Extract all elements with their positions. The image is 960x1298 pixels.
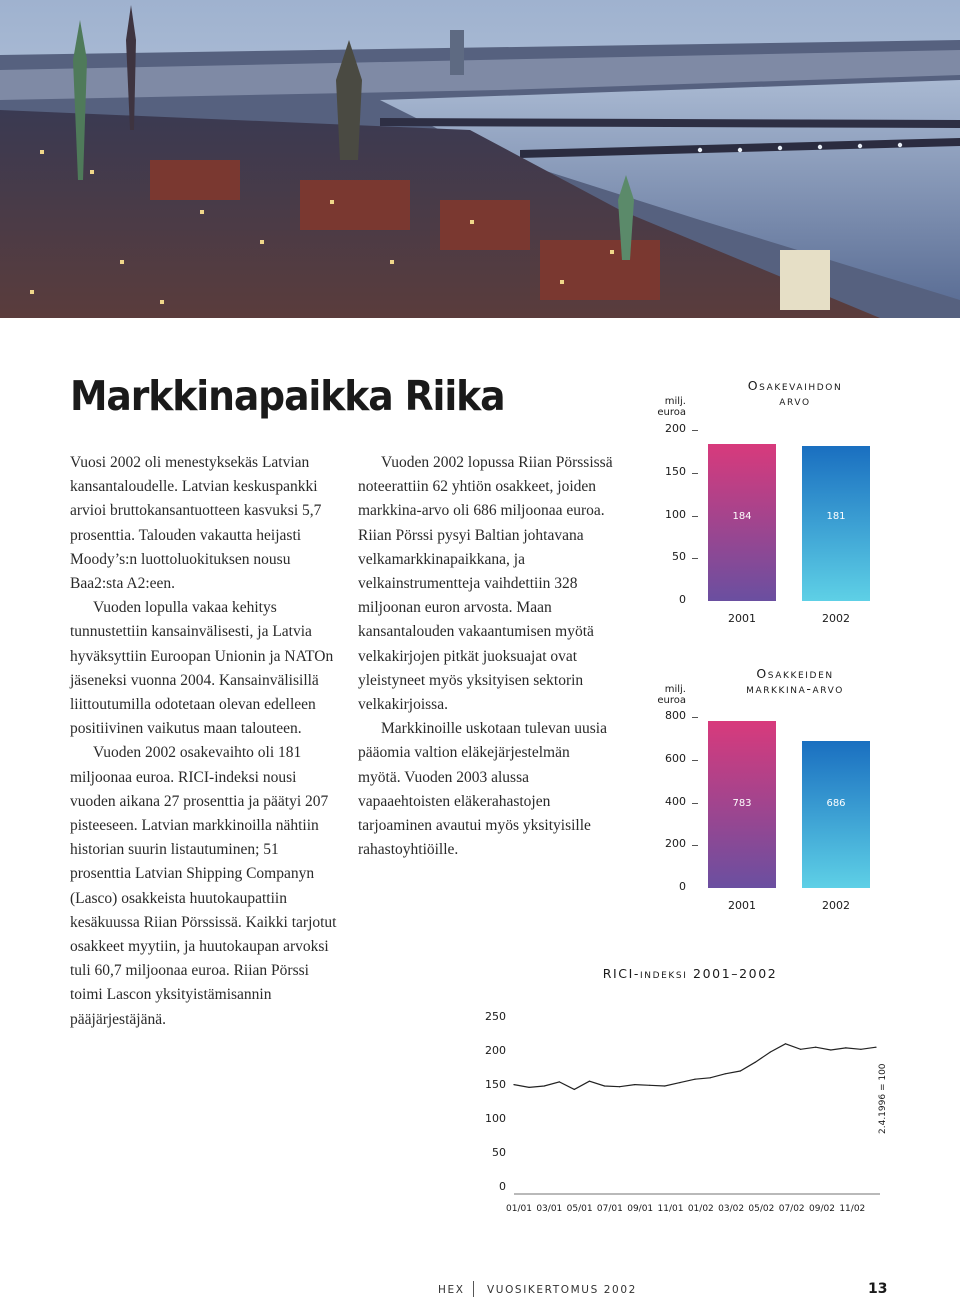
page-number: 13 xyxy=(868,1281,888,1297)
chart2-unit: milj. euroa xyxy=(657,684,686,706)
x-tick-label: 11/01 xyxy=(657,1204,684,1214)
paragraph: Vuoden 2002 lopussa Riian Pörssissä noteerattiin 62 yhtiön osakkeet, joiden markkina-arvo oli 686 miljoonaa euroa. Riian Pörssi pysyi Baltian johtavana velkamarkkinapaikkana, ja velkainstrumentteja vaihdettiin 328 miljoonan euron arvosta. Maan kansantalouden vakaantumisen myötä velkakirjojen pitkät juoksuajat ovat yleistyneet myös yksityisen sektorin velkakirjoissa. xyxy=(358,454,613,714)
rici-point xyxy=(619,1086,620,1087)
y-tick-label: 200 xyxy=(665,837,686,851)
bar-value-label: 184 xyxy=(732,511,752,522)
rici-point xyxy=(679,1082,680,1083)
y-axis-note: 2.4.1996 = 100 xyxy=(878,1063,888,1134)
rici-point xyxy=(634,1084,635,1085)
rici-point xyxy=(785,1043,786,1044)
x-tick-label: 03/02 xyxy=(718,1204,745,1214)
y-tick-label: 200 xyxy=(485,1044,506,1057)
y-tick-label: 150 xyxy=(485,1078,506,1091)
y-tick-label: 250 xyxy=(485,1010,506,1023)
bar-value-label: 686 xyxy=(826,798,846,809)
rici-point xyxy=(800,1049,801,1050)
y-tick-label: 0 xyxy=(499,1180,506,1193)
rici-point xyxy=(770,1051,771,1052)
paragraph: Vuoden lopulla vakaa kehitys tunnustettiin kansainvälisesti, ja Latvia hyväksyttiin Euroopan Unionin ja NATOn jäseneksi vuonna 2004. Kansainvälisillä liittoutumilla odotetaan olevan edelleen positiivinen vaikutus maan talouteen. xyxy=(70,599,334,738)
rici-point xyxy=(725,1073,726,1074)
rici-point xyxy=(649,1085,650,1086)
chart3-title: RICI-indeksi 2001–2002 xyxy=(602,966,778,981)
footer-divider xyxy=(473,1281,474,1297)
x-tick-label: 03/01 xyxy=(536,1204,563,1214)
chart1-title: Osakevaihdon arvo xyxy=(747,378,843,408)
bar-value-label: 181 xyxy=(826,511,846,522)
rici-point xyxy=(860,1049,861,1050)
footer-left: HEX xyxy=(438,1284,465,1296)
rici-line xyxy=(514,1044,876,1090)
rici-point xyxy=(845,1047,846,1048)
x-category-label: 2001 xyxy=(728,612,756,625)
chart1-unit: milj. euroa xyxy=(657,396,686,418)
x-tick-label: 07/02 xyxy=(778,1204,805,1214)
x-tick-label: 01/02 xyxy=(687,1204,714,1214)
paragraph: Markkinoille uskotaan tulevan uusia pääomia valtion eläkejärjestelmän myötä. Vuoden 2003 alussa vapaaehtoisten eläkerahastojen tarjoaminen avautui myös yksityisille rahastoyhtiöille. xyxy=(358,720,607,859)
y-tick-label: 400 xyxy=(665,794,686,808)
paragraph: Vuosi 2002 oli menestyksekäs Latvian kansantaloudelle. Latvian keskuspankki arvioi bruttokansantuotteen kasvuksi 5,7 prosenttia. Talouden vakautta heijasti Moody’s:n luottoluokituksen nousu Baa2:sta A2:een. xyxy=(70,454,322,593)
rici-point xyxy=(559,1081,560,1082)
rici-point xyxy=(694,1079,695,1080)
rici-point xyxy=(740,1070,741,1071)
y-tick-label: 150 xyxy=(665,464,686,478)
page-title: Markkinapaikka Riika xyxy=(70,372,505,420)
y-tick-label: 50 xyxy=(672,550,686,564)
bar-value-label: 783 xyxy=(732,798,752,809)
x-tick-label: 11/02 xyxy=(839,1204,866,1214)
x-category-label: 2002 xyxy=(822,899,850,912)
x-tick-label: 05/02 xyxy=(748,1204,775,1214)
rici-point xyxy=(710,1077,711,1078)
y-tick-label: 600 xyxy=(665,751,686,765)
rici-point xyxy=(544,1085,545,1086)
rici-point xyxy=(529,1087,530,1088)
rici-point xyxy=(875,1047,876,1048)
rici-point xyxy=(815,1047,816,1048)
x-tick-label: 09/01 xyxy=(627,1204,654,1214)
paragraph: Vuoden 2002 osakevaihto oli 181 miljoonaa euroa. RICI-indeksi nousi vuoden aikana 27 prosenttia ja päätyi 207 pisteeseen. Latvian markkinoilla nähtiin historian suurin listautuminen; 51 prosenttia Latvian Shipping Companyn (Lasco) osakkeista huutokaupattiin kesäkuussa Riian Pörssissä. Kaikki tarjotut osakkeet myytiin, ja huutokaupan arvoksi tuli 60,7 miljoonaa euroa. Riian Pörssi toimi Lascon yksityistämisannin pääjärjestäjänä. xyxy=(70,744,337,1028)
footer-right: VUOSIKERTOMUS 2002 xyxy=(487,1284,637,1296)
rici-point xyxy=(589,1081,590,1082)
y-tick-label: 50 xyxy=(492,1146,506,1159)
rici-point xyxy=(604,1085,605,1086)
x-tick-label: 01/01 xyxy=(506,1204,532,1214)
y-tick-label: 800 xyxy=(665,709,686,722)
x-category-label: 2001 xyxy=(728,899,756,912)
rici-point xyxy=(513,1084,514,1085)
rici-point xyxy=(574,1089,575,1090)
x-tick-label: 07/01 xyxy=(596,1204,623,1214)
rici-point xyxy=(755,1062,756,1063)
y-tick-label: 100 xyxy=(485,1112,506,1125)
y-tick-label: 100 xyxy=(665,507,686,521)
rici-point xyxy=(830,1049,831,1050)
rici-point xyxy=(664,1085,665,1086)
x-tick-label: 05/01 xyxy=(566,1204,593,1214)
x-tick-label: 09/02 xyxy=(809,1204,835,1214)
y-tick-label: 200 xyxy=(665,422,686,435)
chart2-title: Osakkeiden markkina-arvo xyxy=(746,666,844,696)
x-category-label: 2002 xyxy=(822,612,850,625)
y-tick-label: 0 xyxy=(679,880,686,893)
y-tick-label: 0 xyxy=(679,593,686,606)
